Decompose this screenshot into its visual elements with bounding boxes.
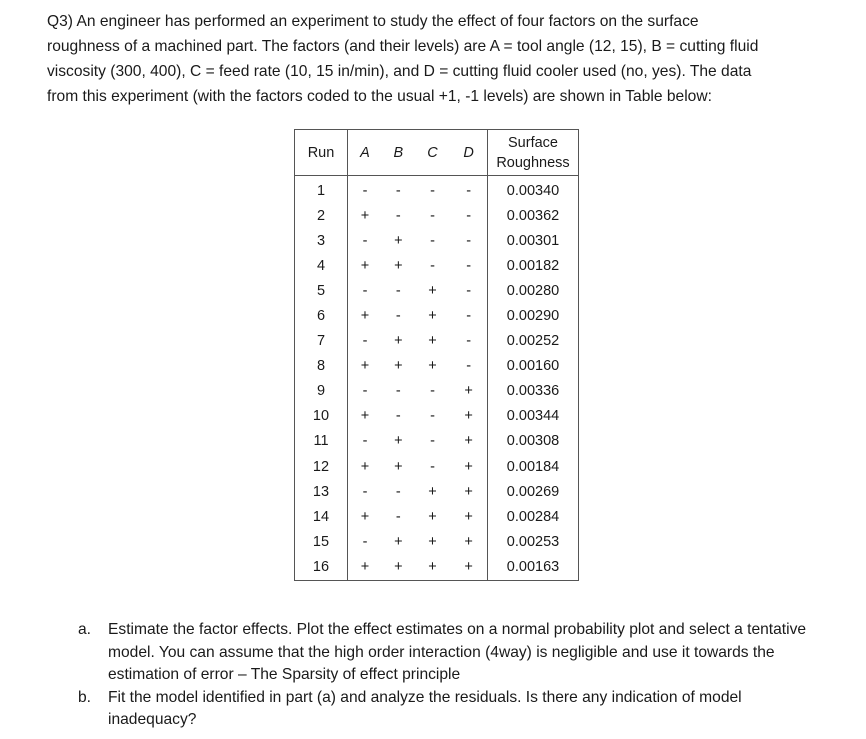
cell-sr: 0.00182 [488,253,579,278]
cell-run: 1 [295,176,348,204]
cell-a: - [362,282,368,299]
cell-d: + [464,558,473,575]
cell-c: + [428,333,437,350]
cell-b: + [394,358,403,375]
cell-b: - [395,508,401,525]
cell-sr: 0.00290 [488,303,579,328]
cell-b: + [394,333,403,350]
cell-sr: 0.00253 [488,529,579,554]
table-row [295,529,579,554]
cell-c: - [430,458,435,475]
cell-d: - [466,182,472,199]
cell-c: + [428,483,437,500]
cell-b: - [395,383,401,400]
cell-b: - [395,408,401,425]
table-row [295,228,579,253]
cell-d: - [466,207,472,224]
cell-a: + [360,558,370,575]
cell-b: - [395,308,401,325]
table-body [295,176,579,581]
cell-sr: 0.00280 [488,278,579,303]
table-row [295,253,579,278]
cell-sr: 0.00308 [488,429,579,454]
part-label: a. [78,621,92,638]
part-text: Fit the model identified in part (a) and analyze the residuals. Is there any indication of model inadequacy? [108,688,742,728]
header-surface-roughness [488,130,579,176]
cell-d: + [464,408,473,425]
header-a: A [348,130,382,176]
cell-run: 11 [295,429,348,454]
table-row [295,404,579,429]
table-row [295,329,579,354]
cell-sr: 0.00284 [488,504,579,529]
cell-a: - [362,232,368,249]
cell-a: + [360,257,370,274]
cell-run: 9 [295,379,348,404]
table-row [295,278,579,303]
cell-run: 5 [295,278,348,303]
cell-b: - [395,207,401,224]
cell-sr: 0.00184 [488,454,579,479]
intro-line: Q3) An engineer has performed an experiment to study the effect of four factors on the surface [47,13,699,30]
cell-run: 10 [295,404,348,429]
cell-c: - [430,257,435,274]
cell-d: - [466,282,472,299]
part-text: Estimate the factor effects. Plot the effect estimates on a normal probability plot and select a tentative model. You can assume that the high order interaction (4way) is negligible and use it towards the estimation of error – The Sparsity of effect principle [108,621,807,683]
cell-sr: 0.00362 [488,203,579,228]
table-row [295,176,579,204]
cell-run: 14 [295,504,348,529]
cell-c: - [430,182,435,199]
table-row [295,429,579,454]
cell-a: + [360,207,370,224]
cell-d: + [464,433,473,450]
intro-line: viscosity (300, 400), C = feed rate (10, 15 in/min), and D = cutting fluid cooler used (no, yes). The data [47,63,752,80]
cell-run: 13 [295,479,348,504]
cell-b: + [394,533,403,550]
table-row [295,354,579,379]
data-table [294,129,579,581]
cell-sr: 0.00252 [488,329,579,354]
cell-c: - [430,408,435,425]
table-header-row [295,130,579,176]
cell-a: + [360,408,370,425]
intro-line: from this experiment (with the factors coded to the usual +1, -1 levels) are shown in Table below: [47,88,712,105]
cell-b: + [394,433,403,450]
question-part-a [78,619,818,687]
cell-a: + [360,358,370,375]
question-intro [47,9,847,109]
question-part-b [78,687,818,732]
header-sr-line2: Roughness [496,154,570,171]
cell-a: + [360,308,370,325]
table-row [295,203,579,228]
cell-d: - [466,232,472,249]
cell-sr: 0.00340 [488,176,579,204]
table-row [295,479,579,504]
cell-d: + [464,458,473,475]
cell-a: + [360,458,370,475]
cell-b: - [395,182,401,199]
cell-sr: 0.00160 [488,354,579,379]
header-d: D [450,130,487,176]
cell-sr: 0.00344 [488,404,579,429]
cell-d: + [464,533,473,550]
cell-b: + [394,458,403,475]
cell-a: + [360,508,370,525]
cell-c: + [428,358,437,375]
cell-sr: 0.00336 [488,379,579,404]
cell-run: 7 [295,329,348,354]
table-row [295,379,579,404]
cell-c: + [428,282,437,299]
table-row [295,504,579,529]
cell-a: - [362,533,368,550]
cell-run: 4 [295,253,348,278]
cell-c: + [428,308,437,325]
cell-sr: 0.00269 [488,479,579,504]
cell-sr: 0.00301 [488,228,579,253]
cell-a: - [362,383,368,400]
cell-run: 12 [295,454,348,479]
cell-c: + [428,508,437,525]
cell-a: - [362,433,368,450]
header-run: Run [295,130,348,176]
cell-c: + [428,558,437,575]
cell-c: + [428,533,437,550]
cell-d: - [466,308,472,325]
cell-run: 16 [295,554,348,580]
cell-sr: 0.00163 [488,554,579,580]
header-b: B [382,130,415,176]
table-row [295,554,579,580]
cell-d: - [466,257,472,274]
cell-c: - [430,383,435,400]
cell-b: - [395,282,401,299]
table-row [295,303,579,328]
cell-c: - [430,207,435,224]
cell-c: - [430,433,435,450]
cell-run: 2 [295,203,348,228]
cell-d: + [464,383,473,400]
cell-d: - [466,358,472,375]
cell-b: + [394,232,403,249]
cell-a: - [362,333,368,350]
cell-b: + [394,558,403,575]
cell-a: - [362,483,368,500]
cell-d: + [464,508,473,525]
cell-c: - [430,232,435,249]
cell-run: 3 [295,228,348,253]
cell-a: - [362,182,368,199]
cell-b: - [395,483,401,500]
cell-d: - [466,333,472,350]
cell-b: + [394,257,403,274]
cell-d: + [464,483,473,500]
header-sr-line1: Surface [508,134,558,151]
cell-run: 8 [295,354,348,379]
cell-run: 15 [295,529,348,554]
question-parts [78,619,818,732]
part-label: b. [78,688,92,706]
table-row [295,454,579,479]
cell-run: 6 [295,303,348,328]
intro-line: roughness of a machined part. The factors (and their levels) are A = tool angle (12, 15), B = cutting fluid [47,38,759,55]
header-c: C [415,130,451,176]
